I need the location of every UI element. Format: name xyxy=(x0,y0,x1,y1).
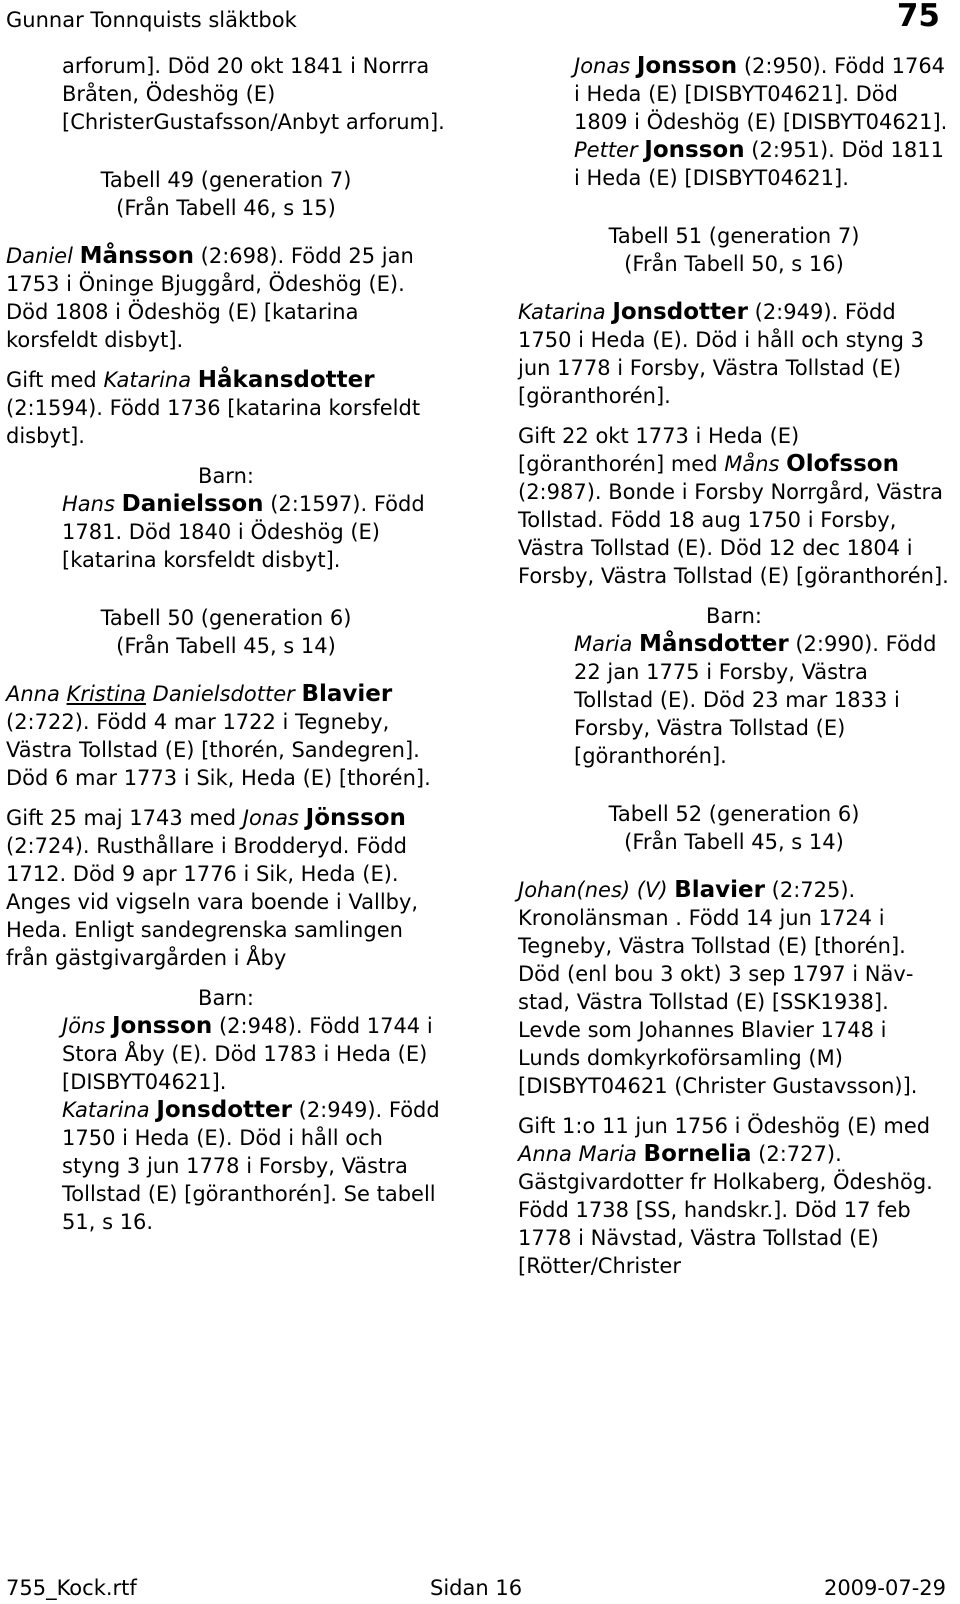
table-50-heading: Tabell 50 (generation 6) xyxy=(100,606,352,630)
marriage-entry xyxy=(6,366,446,450)
entry-text: (2:1597). Född 1781. Död 1840 i Ödeshög (E) [katarina korsfeldt disbyt]. xyxy=(62,492,425,572)
child-entry-petter xyxy=(518,136,950,192)
entry-text: (2:949). Född 1750 i Heda (E). Död i håll och styng 3 jun 1778 i Forsby, Västra Tollstad (E) [göranthorén]. Se tabell 51, s 16. xyxy=(62,1098,440,1234)
marriage-entry xyxy=(6,804,446,972)
given-name: Jonas xyxy=(242,806,299,830)
book-title: Gunnar Tonnquists släktbok xyxy=(6,8,297,32)
entry-text: (2:950). Född 1764 i Heda (E) [DISBYT04621]. Död 1809 i Ödeshög (E) [DISBYT04621]. xyxy=(574,54,948,134)
given-name: Katarina xyxy=(62,1098,150,1122)
entry-text: (2:1594). Född 1736 [katarina korsfeldt disbyt]. xyxy=(6,396,421,448)
entry-text: (2:722). Född 4 mar 1722 i Tegneby, Västra Tollstad (E) [thorén, Sandegren]. Död 6 mar 1773 i Sik, Heda (E) [thorén]. xyxy=(6,710,431,790)
entry-text: (2:949). Född 1750 i Heda (E). Död i håll och styng 3 jun 1778 i Forsby, Västra Tollstad (E) [göranthorén]. xyxy=(518,300,924,408)
surname: Jonsson xyxy=(644,137,745,163)
table-51-heading: Tabell 51 (generation 7) xyxy=(608,224,860,248)
surname: Håkansdotter xyxy=(197,367,375,393)
given-name: Anna xyxy=(6,682,60,706)
given-name: Maria xyxy=(574,632,633,656)
child-entry-maria xyxy=(518,630,950,770)
given-name: Jonas xyxy=(574,54,631,78)
entry-text: (2:951). Död 1811 i Heda (E) [DISBYT04621]. xyxy=(574,138,944,190)
left-column xyxy=(6,52,446,1236)
footer-date: 2009-07-29 xyxy=(823,1576,946,1600)
footer-filename: 755_Kock.rtf xyxy=(6,1576,137,1600)
person-entry-anna xyxy=(6,680,446,792)
entry-text: (2:948). Född 1744 i Stora Åby (E). Död 1783 i Heda (E) [DISBYT04621]. xyxy=(62,1014,433,1094)
entry-text: (2:698). Född 25 jan 1753 i Öninge Bjuggård, Ödeshög (E). Död 1808 i Ödeshög (E) [katarina korsfeldt disbyt]. xyxy=(6,244,414,352)
table-51-source: (Från Tabell 50, s 16) xyxy=(624,252,844,276)
right-column xyxy=(518,52,950,1280)
entry-text: (2:724). Rusthållare i Brodderyd. Född 1712. Död 9 apr 1776 i Sik, Heda (E). Anges vid vigseln vara boende i Vallby, Heda. Enligt sandegrenska samlingen från gästgivargården i Åby xyxy=(6,834,419,970)
marriage-prefix: Gift 25 maj 1743 med xyxy=(6,806,243,830)
surname: Blavier xyxy=(301,681,393,707)
child-entry-katarina xyxy=(6,1096,446,1236)
surname: Månsdotter xyxy=(639,631,789,657)
given-name-underlined: Kristina xyxy=(66,682,146,706)
surname: Jonsson xyxy=(636,53,738,79)
person-entry-katarina xyxy=(518,298,950,410)
continued-text: arforum]. Död 20 okt 1841 i Norrra Bråten, Ödeshög (E) [ChristerGustafsson/Anbyt arforum]. xyxy=(62,54,445,134)
given-name: Johan(nes) (V) xyxy=(518,878,668,902)
entry-text: (2:727). Gästgivardotter fr Holkaberg, Ödeshög. Född 1738 [SS, handskr.]. Död 17 feb 1778 i Nävstad, Västra Tollstad (E) [Rötter/Christer xyxy=(518,1142,933,1278)
surname: Jonsson xyxy=(111,1013,213,1039)
given-name: Petter xyxy=(574,138,638,162)
marriage-prefix: Gift med xyxy=(6,368,104,392)
surname: Danielsson xyxy=(121,491,264,517)
page-number: 75 xyxy=(896,0,940,34)
given-name: Katarina xyxy=(518,300,606,324)
person-entry-johan xyxy=(518,876,950,1100)
marriage-prefix: Gift 1:o 11 jun 1756 i Ödeshög (E) med xyxy=(518,1114,931,1138)
child-entry-jons xyxy=(6,1012,446,1096)
given-name: Katarina xyxy=(103,368,192,392)
child-entry-hans xyxy=(6,490,446,574)
footer-page: Sidan 16 xyxy=(430,1576,523,1600)
marriage-entry xyxy=(518,422,950,590)
surname: Blavier xyxy=(674,877,765,903)
given-name: Danielsdotter xyxy=(152,682,295,706)
surname: Bornelia xyxy=(643,1141,752,1167)
marriage-prefix: Gift 22 okt 1773 i Heda (E) [göranthorén] med xyxy=(518,424,800,476)
surname: Jonsdotter xyxy=(156,1097,292,1123)
given-name: Jöns xyxy=(62,1014,106,1038)
given-name: Daniel xyxy=(6,244,73,268)
children-label: Barn: xyxy=(198,986,254,1010)
table-52-heading: Tabell 52 (generation 6) xyxy=(608,802,860,826)
child-entry-jonas xyxy=(518,52,950,136)
given-name: Hans xyxy=(62,492,115,516)
surname: Månsson xyxy=(79,243,194,269)
given-name: Anna Maria xyxy=(518,1142,637,1166)
surname: Jönsson xyxy=(305,805,406,831)
surname: Jonsdotter xyxy=(612,299,748,325)
children-label: Barn: xyxy=(706,604,762,628)
entry-text: (2:987). Bonde i Forsby Norrgård, Västra Tollstad. Född 18 aug 1750 i Forsby, Västra Tollstad (E). Död 12 dec 1804 i Forsby, Västra Tollstad (E) [göranthorén]. xyxy=(518,480,949,588)
entry-text: (2:725). Kronolänsman . Född 14 jun 1724 i Tegneby, Västra Tollstad (E) [thorén]. Död (enl bou 3 okt) 3 sep 1797 i Nävstad, Västra Tollstad (E) [SSK1938]. Levde som Johannes Blavier 1748 i Lunds domkyrkoförsamling (M) [DISBYT04621 (Christer Gustavsson)]. xyxy=(518,878,918,1098)
surname: Olofsson xyxy=(786,451,899,477)
table-52-source: (Från Tabell 45, s 14) xyxy=(624,830,844,854)
table-49-source: (Från Tabell 46, s 15) xyxy=(116,196,336,220)
entry-text: (2:990). Född 22 jan 1775 i Forsby, Västra Tollstad (E). Död 23 mar 1833 i Forsby, Västra Tollstad (E) [göranthorén]. xyxy=(574,632,937,768)
children-label: Barn: xyxy=(198,464,254,488)
given-name: Måns xyxy=(724,452,780,476)
table-49-heading: Tabell 49 (generation 7) xyxy=(100,168,352,192)
person-entry-daniel xyxy=(6,242,446,354)
marriage-entry xyxy=(518,1112,950,1280)
table-50-source: (Från Tabell 45, s 14) xyxy=(116,634,336,658)
